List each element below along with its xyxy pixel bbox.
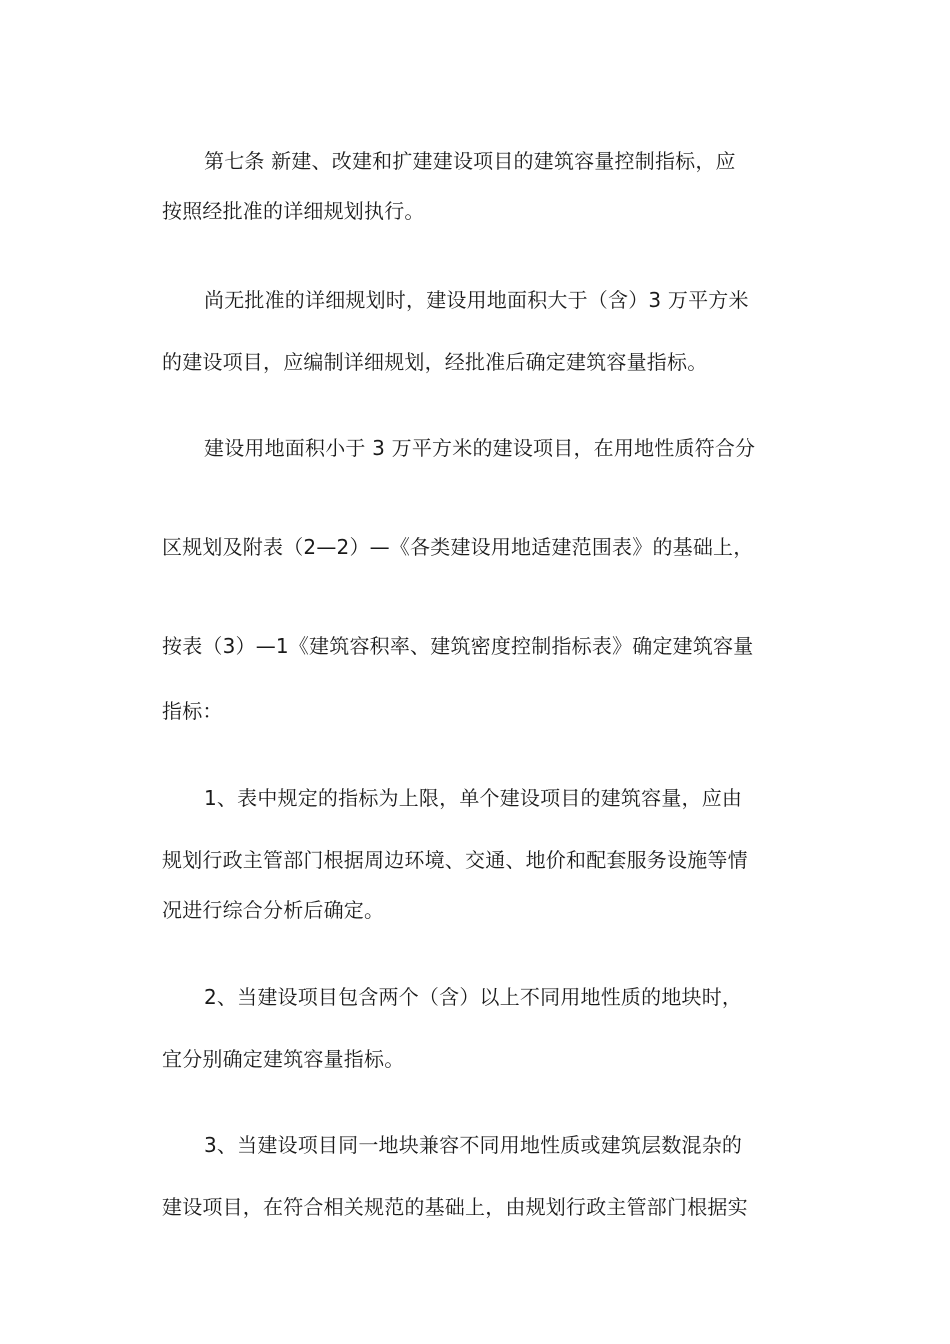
paragraph-3-line-4: 指标： (162, 699, 223, 723)
item-2-line-1: 2、当建设项目包含两个（含）以上不同用地性质的地块时， (204, 985, 743, 1009)
paragraph-3-line-3: 按表（3）—1《建筑容积率、建筑密度控制指标表》确定建筑容量 (162, 634, 754, 658)
paragraph-3-line-2: 区规划及附表（2—2）—《各类建设用地适建范围表》的基础上， (162, 535, 754, 559)
paragraph-2-line-2: 的建设项目，应编制详细规划，经批准后确定建筑容量指标。 (162, 350, 708, 374)
article-7-line-1: 第七条 新建、改建和扩建建设项目的建筑容量控制指标，应 (204, 149, 736, 173)
item-2-line-2: 宜分别确定建筑容量指标。 (162, 1047, 405, 1071)
item-3-line-1: 3、当建设项目同一地块兼容不同用地性质或建筑层数混杂的 (204, 1133, 743, 1157)
paragraph-2-line-1: 尚无批准的详细规划时，建设用地面积大于（含）3 万平方米 (204, 288, 749, 312)
item-1-line-1: 1、表中规定的指标为上限，单个建设项目的建筑容量，应由 (204, 786, 743, 810)
item-3-line-2: 建设项目，在符合相关规范的基础上，由规划行政主管部门根据实 (162, 1195, 748, 1219)
paragraph-3-line-1: 建设用地面积小于 3 万平方米的建设项目，在用地性质符合分 (204, 436, 756, 460)
article-7-line-2: 按照经批准的详细规划执行。 (162, 199, 425, 223)
item-1-line-2: 规划行政主管部门根据周边环境、交通、地价和配套服务设施等情 (162, 848, 748, 872)
item-1-line-3: 况进行综合分析后确定。 (162, 898, 385, 922)
